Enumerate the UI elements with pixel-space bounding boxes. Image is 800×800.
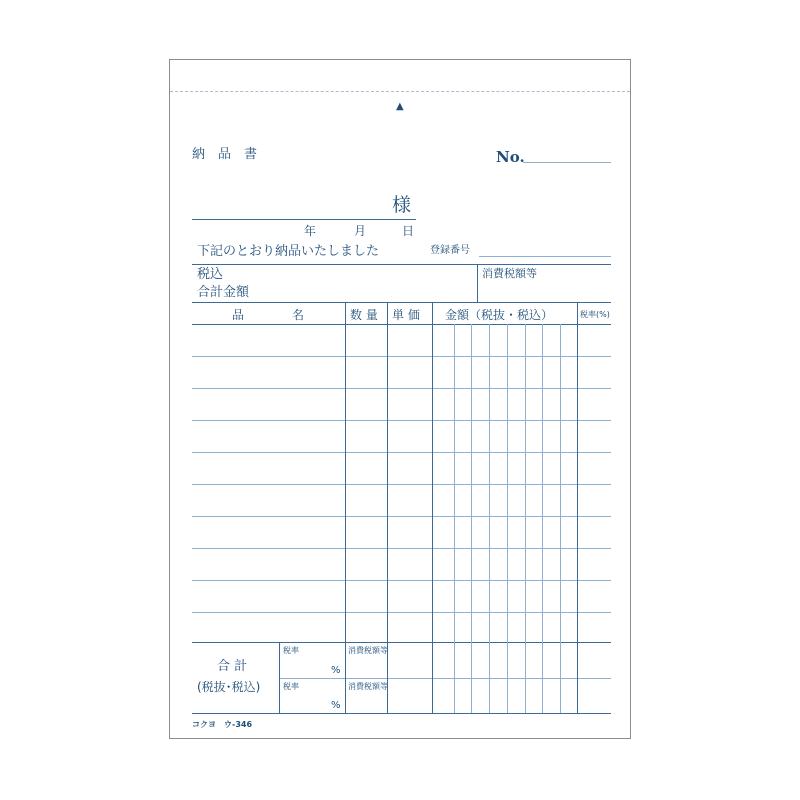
total-label-amount: 合計金額	[197, 285, 250, 300]
table-row	[192, 356, 611, 357]
table-row	[192, 420, 611, 421]
summary-percent-1: %	[331, 665, 341, 676]
date-month-label: 月	[354, 224, 367, 238]
amount-digit-line	[542, 324, 543, 713]
table-bottom-rule	[192, 713, 611, 714]
registration-number-field[interactable]	[479, 256, 611, 257]
total-label-tax-included: 税込	[197, 267, 224, 282]
addressee-field[interactable]	[192, 219, 416, 220]
amount-digit-line	[525, 324, 526, 713]
table-top-rule	[192, 302, 611, 303]
column-divider-quantity	[345, 302, 346, 713]
table-row	[192, 484, 611, 485]
amount-digit-line	[507, 324, 508, 713]
table-row	[192, 548, 611, 549]
column-header-tax-rate: 税率(%)	[580, 310, 610, 319]
column-header-amount: 金額（税抜・税込）	[445, 308, 554, 322]
registration-label: 登録番号	[430, 245, 470, 256]
column-header-unit-price: 単 価	[392, 308, 420, 322]
form-title: 納 品 書	[192, 147, 258, 162]
indicator-triangle-icon: ▲	[396, 101, 404, 112]
amount-digit-line	[489, 324, 490, 713]
date-day-label: 日	[402, 224, 415, 238]
perforation-line	[170, 91, 630, 92]
addressee-suffix: 様	[392, 194, 412, 216]
column-divider-tax-rate	[577, 302, 578, 713]
table-row	[192, 388, 611, 389]
summary-middle-rule	[279, 678, 611, 679]
consumption-tax-label: 消費税額等	[482, 267, 537, 280]
amount-digit-line	[560, 324, 561, 713]
delivery-slip-form	[169, 59, 631, 739]
table-row	[192, 452, 611, 453]
total-block-top-rule	[192, 264, 611, 265]
footer-product-code: コクヨ ウ-346	[192, 720, 253, 729]
column-header-item: 品 名	[232, 308, 305, 322]
summary-percent-2: %	[331, 700, 341, 711]
summary-top-rule	[192, 642, 611, 643]
summary-total-tax-mode: (税抜･税込)	[197, 680, 261, 694]
date-year-label: 年	[304, 224, 317, 238]
column-divider-amount	[432, 302, 433, 713]
summary-tax-label-2: 消費税額等	[348, 682, 388, 691]
summary-tax-label-1: 消費税額等	[348, 646, 388, 655]
table-row	[192, 612, 611, 613]
summary-rate-label-1: 税率	[283, 646, 299, 655]
total-block-divider	[477, 264, 478, 302]
table-row	[192, 516, 611, 517]
summary-divider-rate	[279, 642, 280, 713]
table-header-bottom-rule	[192, 324, 611, 325]
column-header-quantity: 数 量	[350, 308, 378, 322]
summary-total-label: 合 計	[217, 659, 248, 674]
table-row	[192, 580, 611, 581]
amount-digit-line	[471, 324, 472, 713]
number-label: No.	[496, 148, 525, 166]
amount-digit-line	[454, 324, 455, 713]
number-field[interactable]	[523, 162, 611, 163]
summary-rate-label-2: 税率	[283, 682, 299, 691]
statement-text: 下記のとおり納品いたしました	[197, 244, 380, 259]
